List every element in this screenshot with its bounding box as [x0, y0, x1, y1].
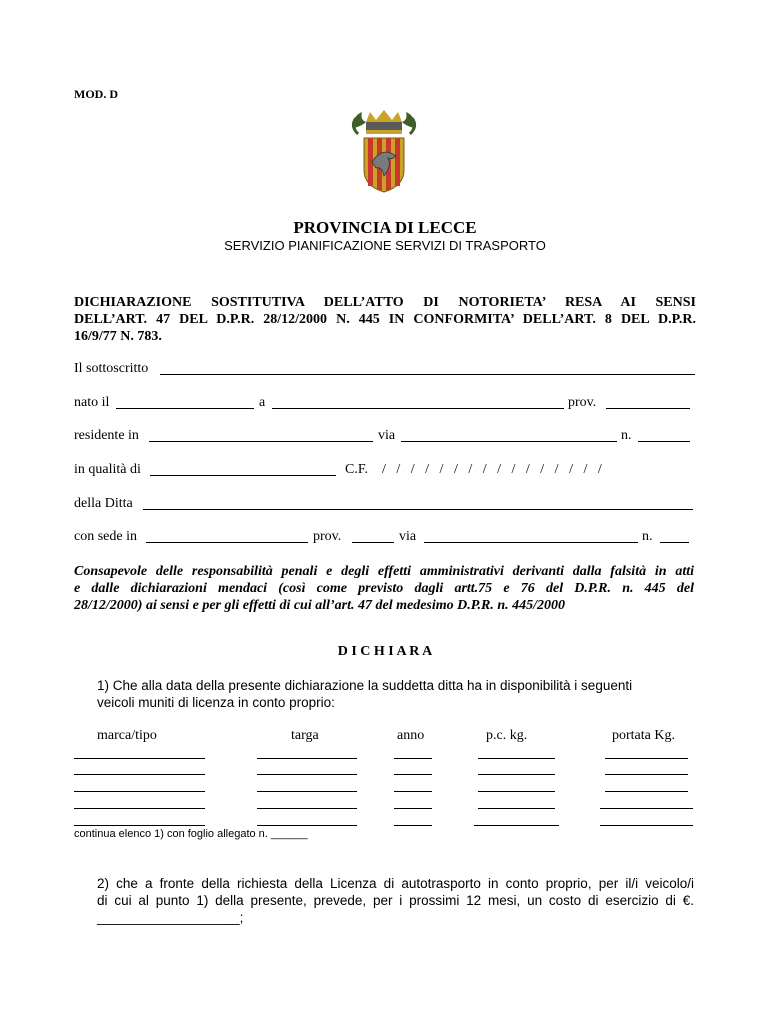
field-codice-fiscale[interactable]: / / / / / / / / / / / / / / / /: [382, 462, 602, 477]
table-cell-anno[interactable]: [394, 791, 432, 792]
table-cell-anno[interactable]: [394, 808, 432, 809]
label-nato-il: nato il: [74, 395, 110, 410]
label-qualita: in qualità di: [74, 462, 141, 477]
table-cell-pc-kg[interactable]: [478, 774, 555, 775]
table-cell-pc-kg[interactable]: [478, 808, 555, 809]
field-qualita[interactable]: [150, 475, 336, 476]
label-via-sede: via: [399, 529, 417, 544]
table-cell-portata[interactable]: [600, 825, 693, 826]
table-cell-marca-tipo[interactable]: [74, 791, 205, 792]
table-cell-marca-tipo[interactable]: [74, 774, 205, 775]
field-data-nascita[interactable]: [116, 408, 254, 409]
table-cell-anno[interactable]: [394, 774, 432, 775]
field-sede[interactable]: [146, 542, 308, 543]
field-via-residenza[interactable]: [401, 441, 617, 442]
table-cell-anno[interactable]: [394, 758, 432, 759]
table-cell-marca-tipo[interactable]: [74, 758, 205, 759]
province-title: PROVINCIA DI LECCE: [293, 218, 477, 237]
label-prov-sede: prov.: [313, 529, 342, 544]
field-prov-sede[interactable]: [352, 542, 394, 543]
col-header-portata: portata Kg.: [612, 728, 675, 743]
col-header-marca-tipo: marca/tipo: [97, 728, 157, 743]
point2-line-1: 2) che a fronte della richiesta della Licenza di autotrasporto in conto proprio, per il/i veicolo/i: [97, 876, 694, 891]
table-cell-marca-tipo[interactable]: [74, 808, 205, 809]
dichiara-heading: D I C H I A R A: [337, 644, 433, 659]
col-header-targa: targa: [291, 728, 319, 743]
table-cell-marca-tipo[interactable]: [74, 825, 205, 826]
table-cell-targa[interactable]: [257, 808, 357, 809]
table-cell-targa[interactable]: [257, 791, 357, 792]
table-cell-pc-kg[interactable]: [474, 825, 559, 826]
province-emblem-icon: [348, 106, 420, 194]
label-ditta: della Ditta: [74, 496, 133, 511]
field-sottoscritto[interactable]: [160, 374, 695, 375]
label-sede: con sede in: [74, 529, 137, 544]
label-residente: residente in: [74, 428, 139, 443]
table-cell-portata[interactable]: [600, 808, 693, 809]
label-sottoscritto: Il sottoscritto: [74, 361, 149, 376]
field-n-residenza[interactable]: [638, 441, 690, 442]
declaration-heading-line-2: DELL’ART. 47 DEL D.P.R. 28/12/2000 N. 445 IN CONFORMITA’ DELL’ART. 8 DEL D.P.R.: [74, 312, 696, 327]
label-prov-nascita: prov.: [568, 395, 597, 410]
consapevole-line-1: Consapevole delle responsabilità penali e degli effetti amministrativi derivanti dalla falsità in atti: [74, 564, 694, 579]
label-n-sede: n.: [642, 529, 653, 544]
service-subtitle: SERVIZIO PIANIFICAZIONE SERVIZI DI TRASPORTO: [224, 238, 546, 253]
field-n-sede[interactable]: [660, 542, 689, 543]
continua-elenco-note: continua elenco 1) con foglio allegato n. ______: [74, 828, 308, 840]
field-ditta[interactable]: [143, 509, 693, 510]
declaration-heading-line-3: 16/9/77 N. 783.: [74, 329, 162, 344]
table-cell-anno[interactable]: [394, 825, 432, 826]
label-n-residenza: n.: [621, 428, 632, 443]
table-cell-targa[interactable]: [257, 774, 357, 775]
col-header-pc-kg: p.c. kg.: [486, 728, 528, 743]
point1-line-2: veicoli muniti di licenza in conto proprio:: [97, 695, 335, 710]
point2-line-2: di cui al punto 1) della presente, prevede, per i prossimi 12 mesi, un costo di esercizio di €.: [97, 893, 694, 908]
table-cell-pc-kg[interactable]: [478, 791, 555, 792]
label-a: a: [259, 395, 266, 410]
field-costo-esercizio[interactable]: ___________________;: [97, 910, 244, 925]
field-luogo-nascita[interactable]: [272, 408, 564, 409]
table-cell-pc-kg[interactable]: [478, 758, 555, 759]
table-cell-targa[interactable]: [257, 825, 357, 826]
table-cell-portata[interactable]: [605, 758, 688, 759]
consapevole-line-2: e dalle dichiarazioni mendaci (così come previsto dagli artt.75 e 76 del D.P.R. n. 445 del: [74, 581, 694, 596]
field-prov-nascita[interactable]: [606, 408, 690, 409]
field-via-sede[interactable]: [424, 542, 638, 543]
form-code: MOD. D: [74, 87, 118, 101]
label-via-residenza: via: [378, 428, 396, 443]
field-residenza[interactable]: [149, 441, 373, 442]
declaration-heading-line-1: DICHIARAZIONE SOSTITUTIVA DELL’ATTO DI NOTORIETA’ RESA AI SENSI: [74, 295, 696, 310]
label-codice-fiscale: C.F.: [345, 462, 369, 477]
col-header-anno: anno: [397, 728, 425, 743]
consapevole-line-3: 28/12/2000) ai sensi e per gli effetti di cui all’art. 47 del medesimo D.P.R. n. 445/2000: [74, 598, 566, 613]
point1-line-1: 1) Che alla data della presente dichiarazione la suddetta ditta ha in disponibilità i seguenti: [97, 678, 633, 693]
table-cell-portata[interactable]: [605, 774, 688, 775]
table-cell-targa[interactable]: [257, 758, 357, 759]
table-cell-portata[interactable]: [605, 791, 688, 792]
